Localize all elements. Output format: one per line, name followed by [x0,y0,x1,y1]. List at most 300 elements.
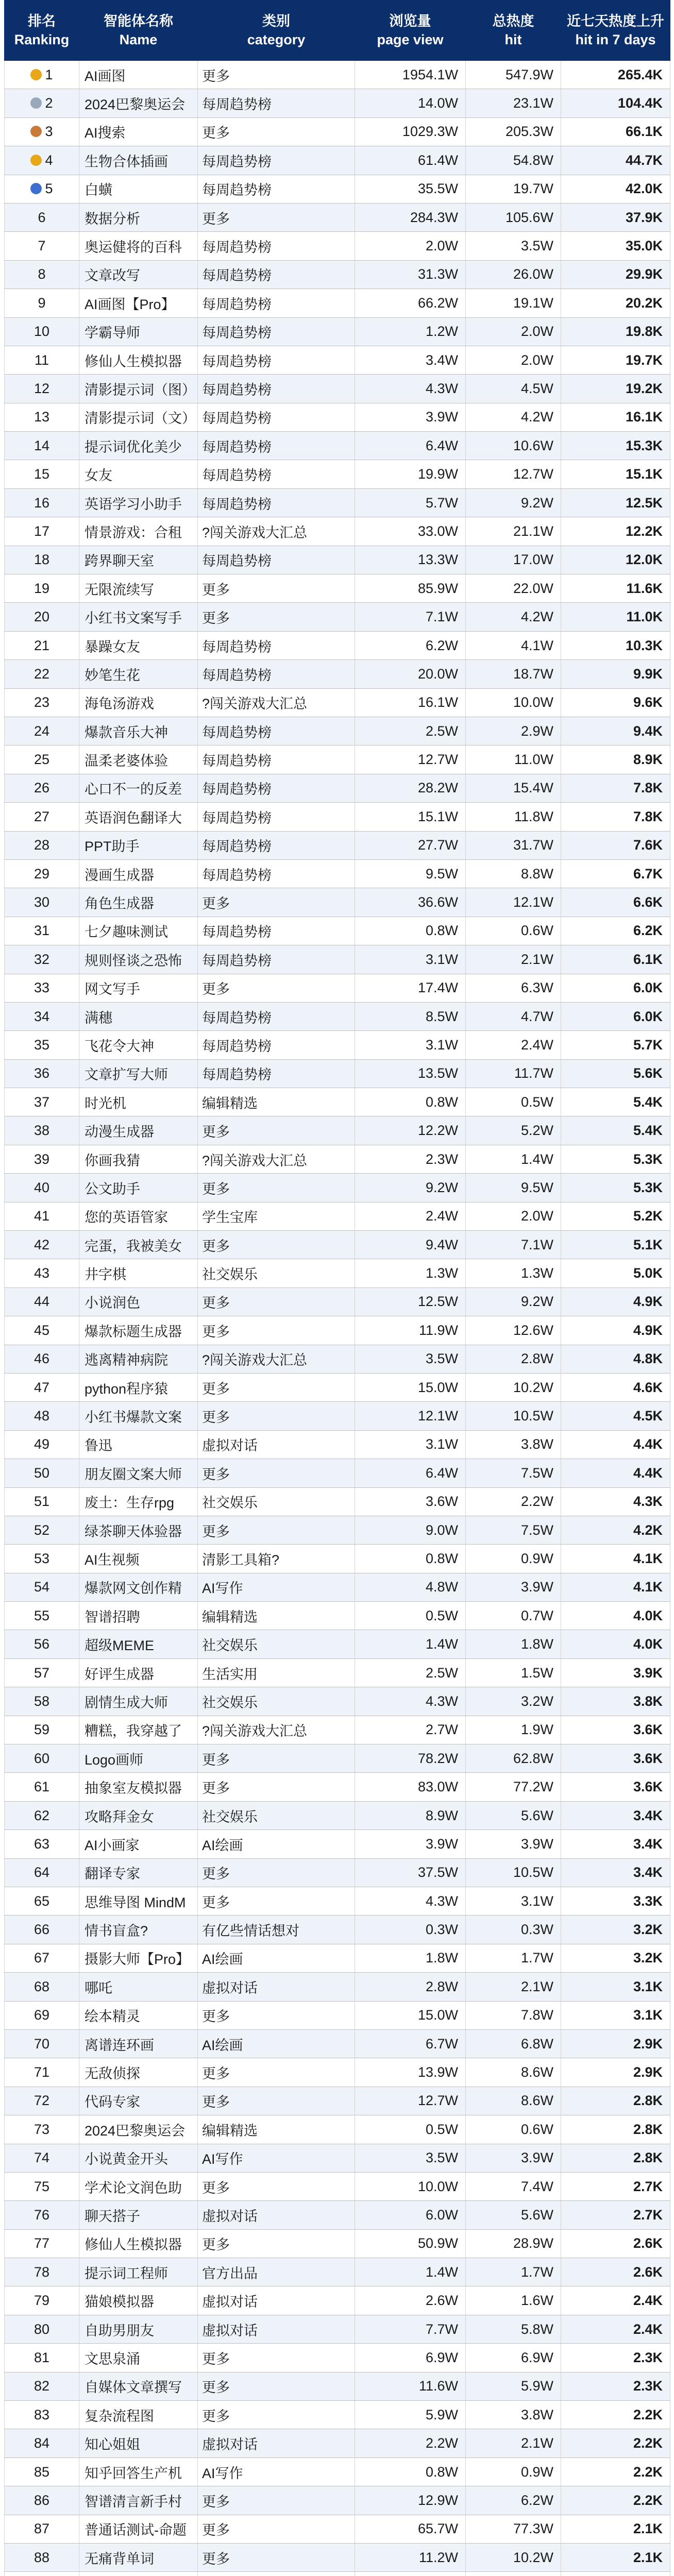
rank-value: 51 [33,1494,50,1510]
category-cell: 更多 [198,1287,355,1316]
table-row [5,460,670,488]
rank-cell [5,1345,79,1373]
rank-cell [5,2229,79,2258]
rank-value: 45 [33,1322,50,1338]
category-cell: 每周趋势榜 [198,717,355,745]
rank-value: 74 [33,2150,50,2166]
category-cell: 虚拟对话 [198,2429,355,2458]
rank-value: 27 [33,808,50,824]
name-cell: 智谱招聘 [79,1602,198,1630]
category-cell: AI绘画 [198,1830,355,1858]
hit-cell: 0.5W [466,1088,561,1116]
rank-value: 32 [33,951,50,967]
rank-cell [5,1202,79,1230]
hit-cell: 8.6W [466,2058,561,2087]
table-row [5,2486,670,2515]
category-cell: 社交娱乐 [198,1687,355,1716]
table-row [5,1516,670,1544]
hit-cell: 7.8W [466,2001,561,2029]
category-cell: 每周趋势榜 [198,488,355,517]
rank-cell [5,1744,79,1773]
table-row [5,1801,670,1829]
hit-7-days-cell: 19.2K [561,375,670,403]
category-cell: 每周趋势榜 [198,460,355,488]
category-cell: 每周趋势榜 [198,375,355,403]
page-view-cell: 65.7W [355,2515,466,2543]
hit-7-days-cell: 265.4K [561,61,670,89]
page-view-cell [355,2572,466,2576]
table-row [5,574,670,603]
name-cell: 无痛背单词 [79,2543,198,2571]
rank-value: 78 [33,2264,50,2280]
page-view-cell: 6.0W [355,2201,466,2229]
hit-cell: 2.8W [466,1345,561,1373]
rank-value: 75 [33,2178,50,2194]
rank-value: 62 [33,1807,50,1823]
name-cell: 英语学习小助手 [79,488,198,517]
page-view-cell: 61.4W [355,146,466,175]
name-cell: 自媒体文章撰写 [79,2372,198,2400]
page-view-cell: 27.7W [355,831,466,859]
name-cell: 您的英语管家 [79,1202,198,1230]
hit-cell: 7.1W [466,1231,561,1259]
name-cell: 爆款音乐大神 [79,717,198,745]
hit-7-days-cell: 9.9K [561,660,670,688]
rank-cell [5,2372,79,2400]
category-cell: 更多 [198,1459,355,1487]
category-cell: ?闯关游戏大汇总 [198,1345,355,1373]
table-row [5,403,670,431]
hit-7-days-cell: 7.8K [561,803,670,831]
rank-value: 79 [33,2293,50,2309]
name-cell: 小红书文案写手 [79,603,198,631]
ranking-table-container [4,0,670,2576]
rank-cell [5,974,79,1002]
name-cell: 情书盲盒? [79,1916,198,1944]
category-cell: 虚拟对话 [198,2201,355,2229]
table-row [5,89,670,117]
hit-7-days-cell: 3.2K [561,1944,670,1972]
name-cell: 2024巴黎奥运会 [79,2115,198,2144]
page-view-cell: 12.2W [355,1116,466,1145]
rank-value: 54 [33,1579,50,1595]
hit-cell: 77.3W [466,2515,561,2543]
name-cell: 好评生成器 [79,1658,198,1687]
page-view-cell: 2.8W [355,1973,466,2001]
rank-value: 40 [33,1179,50,1195]
hit-cell: 0.7W [466,1602,561,1630]
hit-7-days-cell: 4.0K [561,1602,670,1630]
name-cell: 情景游戏：合租 [79,517,198,546]
page-view-cell: 0.8W [355,1545,466,1573]
name-cell: 心口不一的反差 [79,774,198,802]
gold-medal-icon [30,69,42,80]
hit-7-days-cell: 7.6K [561,831,670,859]
rank-value: 38 [33,1123,50,1139]
table-row [5,1545,670,1573]
table-row [5,1716,670,1744]
page-view-cell: 6.7W [355,2029,466,2058]
hit-cell: 4.5W [466,375,561,403]
page-view-cell: 3.9W [355,1830,466,1858]
table-row [5,1858,670,1887]
hit-cell: 19.1W [466,289,561,317]
hit-cell: 54.8W [466,146,561,175]
header-hit-7-days: 近七天热度上升 hit in 7 days [561,1,670,61]
page-view-cell: 7.1W [355,603,466,631]
table-row [5,2029,670,2058]
rank-value: 88 [33,2549,50,2565]
rank-value: 48 [33,1408,50,1424]
table-row [5,1487,670,1516]
rank-cell [5,2344,79,2372]
name-cell: 动漫生成器 [79,1116,198,1145]
table-row [5,232,670,260]
table-row [5,2144,670,2172]
hit-7-days-cell: 4.9K [561,1287,670,1316]
category-cell: 更多 [198,1887,355,1916]
hit-7-days-cell: 5.4K [561,1116,670,1145]
category-cell: 生活实用 [198,1658,355,1687]
page-view-cell: 33.0W [355,517,466,546]
rank-value: 10 [33,324,50,340]
name-cell: 提示词优化美少 [79,432,198,460]
rank-cell [5,831,79,859]
rank-cell [5,1773,79,1801]
rank-value: 52 [33,1522,50,1538]
rank-value: 49 [33,1436,50,1452]
category-cell: ?闯关游戏大汇总 [198,1716,355,1744]
hit-cell: 17.0W [466,546,561,574]
page-view-cell: 2.5W [355,717,466,745]
name-cell: 逃离精神病院 [79,1345,198,1373]
name-cell: 妙笔生花 [79,660,198,688]
table-row [5,945,670,974]
page-view-cell: 5.9W [355,2401,466,2429]
rank-cell [5,2486,79,2515]
rank-cell [5,945,79,974]
table-row [5,1744,670,1773]
page-view-cell: 5.7W [355,488,466,517]
table-row [5,2258,670,2286]
name-cell: 白蟥 [79,175,198,203]
rank-cell [5,603,79,631]
name-cell: 自助男朋友 [79,2315,198,2343]
rank-cell [5,1830,79,1858]
rank-value: 77 [33,2235,50,2251]
page-view-cell: 2.5W [355,1658,466,1687]
page-view-cell: 13.9W [355,2058,466,2087]
hit-7-days-cell: 3.4K [561,1830,670,1858]
category-cell: 每周趋势榜 [198,774,355,802]
hit-7-days-cell: 10.3K [561,631,670,659]
category-cell: 每周趋势榜 [198,317,355,346]
hit-7-days-cell: 4.1K [561,1545,670,1573]
name-cell: python程序猿 [79,1373,198,1401]
header-page-view: 浏览量 page view [355,1,466,61]
rank-value: 43 [33,1265,50,1281]
rank-value: 58 [33,1693,50,1709]
hit-cell: 8.8W [466,859,561,888]
hit-7-days-cell: 19.7K [561,346,670,374]
table-row [5,1174,670,1202]
table-row [5,660,670,688]
rank-cell [5,1545,79,1573]
table-row [5,1345,670,1373]
category-cell: 每周趋势榜 [198,745,355,774]
category-cell: 有亿些情话想对 [198,1916,355,1944]
category-cell: 更多 [198,1231,355,1259]
name-cell: AI小画家 [79,1830,198,1858]
category-cell: 每周趋势榜 [198,831,355,859]
name-cell: 清影提示词（文） [79,403,198,431]
page-view-cell: 8.5W [355,1002,466,1030]
hit-cell: 10.5W [466,1858,561,1887]
table-row [5,717,670,745]
name-cell: 海龟汤游戏 [79,688,198,717]
category-cell [198,2572,355,2576]
hit-7-days-cell: 2.2K [561,2486,670,2515]
category-cell: ?闯关游戏大汇总 [198,517,355,546]
page-view-cell: 7.7W [355,2315,466,2343]
hit-7-days-cell: 6.6K [561,888,670,917]
rank-cell [5,2058,79,2087]
hit-7-days-cell: 4.4K [561,1459,670,1487]
hit-7-days-cell: 2.2K [561,2401,670,2429]
category-cell: 每周趋势榜 [198,260,355,289]
rank-value: 85 [33,2464,50,2480]
hit-cell: 547.9W [466,61,561,89]
hit-7-days-cell: 44.7K [561,146,670,175]
page-view-cell: 20.0W [355,660,466,688]
category-cell: 虚拟对话 [198,1973,355,2001]
table-row [5,917,670,945]
category-cell: 更多 [198,2486,355,2515]
category-cell: 更多 [198,1744,355,1773]
hit-cell: 26.0W [466,260,561,289]
table-row [5,745,670,774]
rank-value: 87 [33,2521,50,2537]
page-view-cell: 1029.3W [355,117,466,146]
hit-cell: 8.6W [466,2087,561,2115]
rank-cell [5,517,79,546]
page-view-cell: 2.4W [355,1202,466,1230]
bronze-medal-icon [30,126,42,137]
rank-cell [5,289,79,317]
name-cell: 七夕趣味测试 [79,917,198,945]
name-cell: 奥运健将的百科 [79,232,198,260]
rank-cell [5,688,79,717]
category-cell: 编辑精选 [198,2115,355,2144]
hit-7-days-cell: 5.6K [561,1059,670,1088]
rank-cell [5,1116,79,1145]
page-view-cell: 6.9W [355,2344,466,2372]
table-row [5,1259,670,1287]
hit-7-days-cell: 29.9K [561,260,670,289]
rank-cell [5,1916,79,1944]
category-cell: 社交娱乐 [198,1259,355,1287]
category-cell: 编辑精选 [198,1088,355,1116]
rank-cell [5,1858,79,1887]
category-cell: 社交娱乐 [198,1487,355,1516]
category-cell: 社交娱乐 [198,1630,355,1658]
table-row [5,1231,670,1259]
hit-cell: 1.4W [466,1145,561,1173]
rank-value: 12 [33,380,50,396]
rank-cell [5,1630,79,1658]
hit-cell: 10.6W [466,432,561,460]
table-row [5,1145,670,1173]
rank-value: 82 [33,2378,50,2394]
hit-cell: 2.0W [466,1202,561,1230]
rank-value: 53 [33,1551,50,1566]
page-view-cell: 16.1W [355,688,466,717]
page-view-cell: 3.1W [355,1430,466,1459]
page-view-cell: 6.2W [355,631,466,659]
table-row [5,2344,670,2372]
page-view-cell: 1.4W [355,1630,466,1658]
rank-cell [5,317,79,346]
table-row [5,1830,670,1858]
page-view-cell: 1.4W [355,2258,466,2286]
category-cell: 更多 [198,2172,355,2200]
hit-cell: 3.1W [466,1887,561,1916]
rank-cell [5,1887,79,1916]
page-view-cell: 4.3W [355,1687,466,1716]
rank-value: 84 [33,2435,50,2451]
category-cell: 每周趋势榜 [198,859,355,888]
table-row [5,2401,670,2429]
category-cell: 每周趋势榜 [198,803,355,831]
blue-medal-icon [30,183,42,194]
rank-cell [5,432,79,460]
category-cell: 每周趋势榜 [198,1002,355,1030]
rank-value: 29 [33,866,50,882]
category-cell: AI绘画 [198,1944,355,1972]
page-view-cell: 12.7W [355,745,466,774]
table-row [5,517,670,546]
page-view-cell: 11.9W [355,1316,466,1345]
hit-cell: 9.5W [466,1174,561,1202]
table-row [5,317,670,346]
rank-value: 20 [33,609,50,625]
hit-7-days-cell: 3.4K [561,1801,670,1829]
name-cell: 爆款网文创作精 [79,1573,198,1601]
page-view-cell: 28.2W [355,774,466,802]
category-cell: 每周趋势榜 [198,289,355,317]
header-name: 智能体名称 Name [79,1,198,61]
hit-7-days-cell: 2.8K [561,2115,670,2144]
hit-cell: 4.2W [466,603,561,631]
name-cell: 文章改写 [79,260,198,289]
rank-value: 17 [33,523,50,539]
hit-7-days-cell: 37.9K [561,203,670,231]
hit-7-days-cell: 3.1K [561,1973,670,2001]
hit-7-days-cell: 5.3K [561,1145,670,1173]
category-cell: 更多 [198,1773,355,1801]
rank-cell [5,574,79,603]
page-view-cell: 3.5W [355,1345,466,1373]
name-cell: 修仙人生模拟器 [79,2229,198,2258]
name-cell: 摄影大师【Pro】 [79,1944,198,1972]
table-row [5,2372,670,2400]
hit-cell: 0.9W [466,1545,561,1573]
rank-cell [5,2144,79,2172]
rank-cell [5,1658,79,1687]
name-cell: AI画图 [79,61,198,89]
hit-7-days-cell: 6.0K [561,974,670,1002]
name-cell: 废土：生存rpg [79,1487,198,1516]
page-view-cell: 0.5W [355,2115,466,2144]
rank-cell [5,2572,79,2576]
hit-cell: 1.7W [466,2258,561,2286]
name-cell: 离谱连环画 [79,2029,198,2058]
hit-cell: 12.1W [466,888,561,917]
hit-cell: 0.9W [466,2458,561,2486]
table-row [5,546,670,574]
hit-7-days-cell: 5.7K [561,1031,670,1059]
rank-cell [5,1002,79,1030]
name-cell: 智谱清言新手村 [79,2486,198,2515]
rank-value: 13 [33,409,50,425]
page-view-cell: 8.9W [355,1801,466,1829]
name-cell: 生物合体插画 [79,146,198,175]
page-view-cell: 10.0W [355,2172,466,2200]
page-view-cell: 0.8W [355,1088,466,1116]
hit-cell: 2.4W [466,1031,561,1059]
page-view-cell: 36.6W [355,888,466,917]
category-cell: 更多 [198,1316,355,1345]
table-row [5,2543,670,2571]
category-cell: 每周趋势榜 [198,346,355,374]
rank-value: 46 [33,1351,50,1367]
rank-value: 81 [33,2349,50,2365]
table-row [5,260,670,289]
hit-7-days-cell: 3.4K [561,1858,670,1887]
rank-value: 66 [33,1922,50,1938]
name-cell: 代码专家 [79,2087,198,2115]
rank-value: 72 [33,2093,50,2109]
table-row [5,2429,670,2458]
table-row [5,1373,670,1401]
gold-medal-icon [30,155,42,166]
table-row [5,2286,670,2315]
table-row [5,888,670,917]
table-row [5,1059,670,1088]
hit-7-days-cell: 4.1K [561,1573,670,1601]
name-cell: 2024巴黎奥运会 [79,89,198,117]
name-cell: 数据分析 [79,203,198,231]
hit-7-days-cell: 6.7K [561,859,670,888]
hit-cell: 3.8W [466,1430,561,1459]
rank-value: 33 [33,980,50,996]
rank-cell [5,2315,79,2343]
hit-cell: 31.7W [466,831,561,859]
page-view-cell: 19.9W [355,460,466,488]
category-cell: 清影工具箱? [198,1545,355,1573]
category-cell: 更多 [198,2001,355,2029]
rank-value: 70 [33,2036,50,2052]
page-view-cell: 1954.1W [355,61,466,89]
rank-cell [5,1573,79,1601]
table-row [5,1602,670,1630]
hit-cell: 6.3W [466,974,561,1002]
category-cell: 虚拟对话 [198,1430,355,1459]
name-cell: 小说润色 [79,1287,198,1316]
category-cell: 更多 [198,2229,355,2258]
rank-value: 11 [34,352,49,368]
category-cell: 更多 [198,2543,355,2571]
